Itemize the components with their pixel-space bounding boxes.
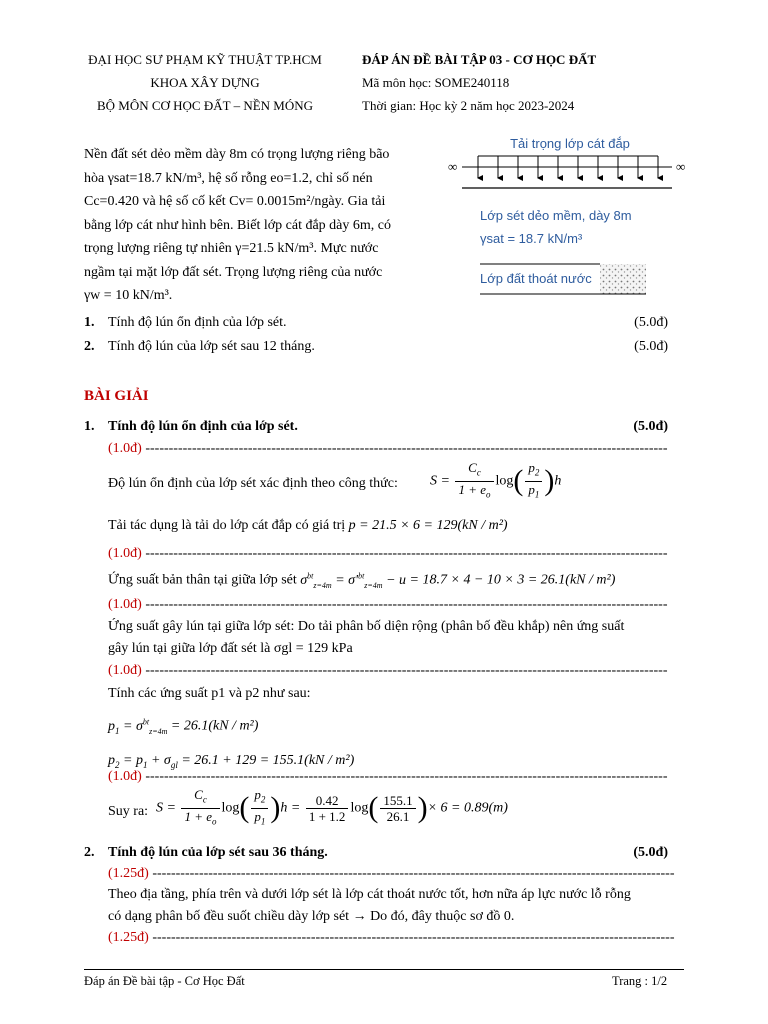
question-text: Tính độ lún ổn định của lớp sét. (108, 315, 287, 330)
problem-line: Nền đất sét dẻo mềm dày 8m có trọng lượng riêng bão (84, 147, 390, 162)
question-2 (84, 337, 684, 357)
points-marker: (1.25đ) ---------------------------------------------------------------------------------------------------------------- (108, 866, 675, 881)
points-label: (1.0đ) (108, 441, 142, 456)
question-text: Tính độ lún của lớp sét sau 12 tháng. (108, 339, 315, 354)
step-text: có dạng phân bố đều suốt chiều dày lớp sét → Do đó, đây thuộc sơ đồ 0. (108, 909, 515, 924)
points-label: (1.25đ) (108, 930, 149, 945)
points-label: (1.0đ) (108, 597, 142, 612)
points-label: (1.25đ) (108, 866, 149, 881)
step-text: Độ lún ổn định của lớp sét xác định theo công thức: (108, 476, 398, 491)
section-num: 1. (84, 419, 95, 434)
points-marker: (1.0đ) ---------------------------------------------------------------------------------------------------------------- (108, 663, 668, 678)
problem-line: γw = 10 kN/m³. (84, 288, 173, 303)
problem-line: ngầm tại mặt lớp đất sét. Trọng lượng riêng của nước (84, 264, 383, 280)
header-left (60, 48, 350, 117)
gamma-label: γsat = 18.7 kN/m³ (480, 231, 583, 246)
school-name: ĐẠI HỌC SƯ PHẠM KỸ THUẬT TP.HCM (88, 52, 322, 67)
page-number: Trang : 1/2 (612, 974, 668, 988)
question-points: (5.0đ) (634, 339, 668, 354)
points-marker: (1.0đ) ---------------------------------------------------------------------------------------------------------------- (108, 546, 668, 561)
points-label: (1.0đ) (108, 663, 142, 678)
p1-formula: $p_1 = \sigma^{bt}_{z=4m} = 26.1(kN / m^2)$ (108, 717, 259, 736)
points-marker: (1.25đ) ---------------------------------------------------------------------------------------------------------------- (108, 930, 675, 945)
problem-line: bằng lớp cát như hình bên. Biết lớp cát đắp dày 6m, có (84, 217, 391, 233)
step-text: Tính các ứng suất p1 và p2 như sau: (108, 686, 311, 701)
header-right (362, 48, 702, 117)
problem-line: Cc=0.420 và hệ số cố kết Cv= 0.0015m²/ngày. Gia tải (84, 194, 386, 209)
soil-profile-diagram (440, 130, 690, 300)
p2-formula: $p_2 = p_1 + \sigma_{gl} = 26.1 + 129 = 155.1(kN / m^2)$ (108, 753, 355, 771)
sigma-bt-expr: $\sigma^{bt}_{z=4m} = \sigma'^{bt}_{z=4m} - u$ (300, 571, 410, 590)
points-marker: (1.0đ) ---------------------------------------------------------------------------------------------------------------- (108, 441, 668, 456)
points-label: (1.0đ) (108, 769, 142, 784)
problem-statement (84, 143, 424, 308)
result-formula: S = $\frac{C_c}{1 + e_o}$ log( $\frac{p_2}{p_1}$ )h = $\frac{0.42}{1 + 1.2}$ log( $\frac{155.1}{26.1}$ )× 6 = 0.89(m) (156, 787, 508, 827)
step-text: Suy ra: (108, 804, 149, 819)
step-text: Ứng suất bản thân tại giữa lớp sét (108, 572, 297, 588)
problem-line: trọng lượng riêng tự nhiên γ=21.5 kN/m³. Mực nước (84, 241, 379, 256)
step-text: gây lún tại giữa lớp đất sét là σgl = 129 kPa (108, 641, 353, 656)
self-stress-formula: = 18.7 × 4 − 10 × 3 = 26.1(kN / m²) (409, 572, 616, 588)
semester: Thời gian: Học kỳ 2 năm học 2023-2024 (362, 98, 575, 113)
step-text: Tải tác dụng là tải do lớp cát đắp có giá trị (108, 518, 346, 533)
drain-label: Lớp đất thoát nước (480, 271, 592, 286)
section-points: (5.0đ) (633, 845, 668, 860)
step-text: Ứng suất gây lún tại giữa lớp sét: Do tải phân bố diện rộng (phân bố đều khắp) nên ứng suất (108, 619, 625, 634)
solution-section-2 (84, 843, 684, 863)
footer-divider (84, 969, 684, 970)
p2-value: = 26.1 + 129 = 155.1(kN / m²) (181, 753, 355, 769)
question-num: 2. (84, 339, 95, 354)
step-p1-p2 (108, 683, 688, 776)
section-points: (5.0đ) (633, 419, 668, 434)
infinity-left: ∞ (448, 159, 458, 174)
load-label: Tải trọng lớp cát đắp (510, 136, 630, 151)
step-load (108, 515, 688, 537)
points-marker: (1.0đ) ---------------------------------------------------------------------------------------------------------------- (108, 597, 668, 612)
question-points: (5.0đ) (634, 315, 668, 330)
points-label: (1.0đ) (108, 546, 142, 561)
points-marker: (1.0đ) ---------------------------------------------------------------------------------------------------------------- (108, 769, 668, 784)
question-num: 1. (84, 315, 95, 330)
step-self-stress (108, 565, 688, 596)
section-text: Tính độ lún ổn định của lớp sét. (108, 419, 298, 434)
course-code: Mã môn học: SOME240118 (362, 75, 510, 90)
question-1 (84, 313, 684, 333)
solution-section-1 (84, 417, 684, 437)
step-text: Theo địa tầng, phía trên và dưới lớp sét là lớp cát thoát nước tốt, hơn nữa áp lực nước lỗ rỗng (108, 887, 631, 902)
section-num: 2. (84, 845, 95, 860)
load-formula: p = 21.5 × 6 = 129(kN / m²) (348, 518, 508, 533)
step-surcharge-stress (108, 616, 688, 660)
step-result (108, 787, 688, 837)
solution-title: BÀI GIẢI (84, 388, 149, 404)
section-text: Tính độ lún của lớp sét sau 36 tháng. (108, 845, 328, 860)
settlement-formula: S = $\frac{C_c}{1 + e_o}$ log( $\frac{p_2}{p_1}$ )h (430, 460, 562, 500)
step-settlement-formula (108, 460, 688, 508)
step-drainage (108, 884, 688, 928)
clay-label: Lớp sét dẻo mềm, dày 8m (480, 208, 632, 223)
p1-value: = 26.1(kN / m²) (170, 718, 259, 734)
department-name: BỘ MÔN CƠ HỌC ĐẤT – NỀN MÓNG (96, 98, 314, 113)
problem-line: hòa γsat=18.7 kN/m³, hệ số rỗng eo=1.2, chỉ số nén (84, 170, 373, 186)
drain-layer-hatch (600, 264, 646, 294)
doc-title: ĐÁP ÁN ĐỀ BÀI TẬP 03 - CƠ HỌC ĐẤT (362, 52, 597, 67)
faculty-name: KHOA XÂY DỰNG (150, 75, 260, 90)
infinity-right: ∞ (676, 159, 686, 174)
result-value: × 6 = 0.89(m) (427, 800, 508, 816)
footer-left: Đáp án Đề bài tập - Cơ Học Đất (84, 974, 245, 988)
